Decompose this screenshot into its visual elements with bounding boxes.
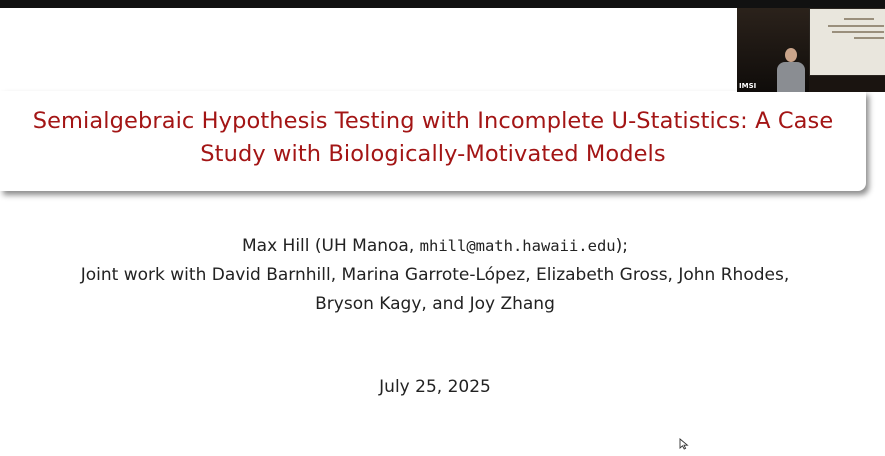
slide-title-line-1: Semialgebraic Hypothesis Testing with Incomplete U-Statistics: A Case [32,108,834,134]
thumbnail-text-line [828,25,884,27]
projected-slide-thumbnail [809,8,885,76]
author-line [0,232,870,261]
thumbnail-text-line [854,37,884,39]
mouse-pointer-icon [679,435,689,447]
slide-title [0,105,866,171]
presentation-date: July 25, 2025 [379,377,491,397]
imsi-logo: IMSI [739,82,757,90]
presenter-video-inset [737,8,885,92]
author-email: mhill@math.hawaii.edu [419,237,616,255]
top-letterbox-bar [0,0,885,8]
presenter-head [785,48,797,62]
thumbnail-text-line [844,18,874,20]
joint-work-line-2: Bryson Kagy, and Joy Zhang [315,294,555,314]
slide-title-box [0,91,866,191]
joint-work-line-1: Joint work with David Barnhill, Marina Garrote-López, Elizabeth Gross, John Rhodes, [80,265,790,285]
thumbnail-text-line [832,31,884,33]
author-name: Max Hill (UH Manoa, [242,236,420,256]
slide-title-line-2: Study with Biologically-Motivated Models [200,141,666,167]
author-block [0,232,870,319]
author-suffix: ); [615,236,628,256]
presenter-body [777,62,805,92]
